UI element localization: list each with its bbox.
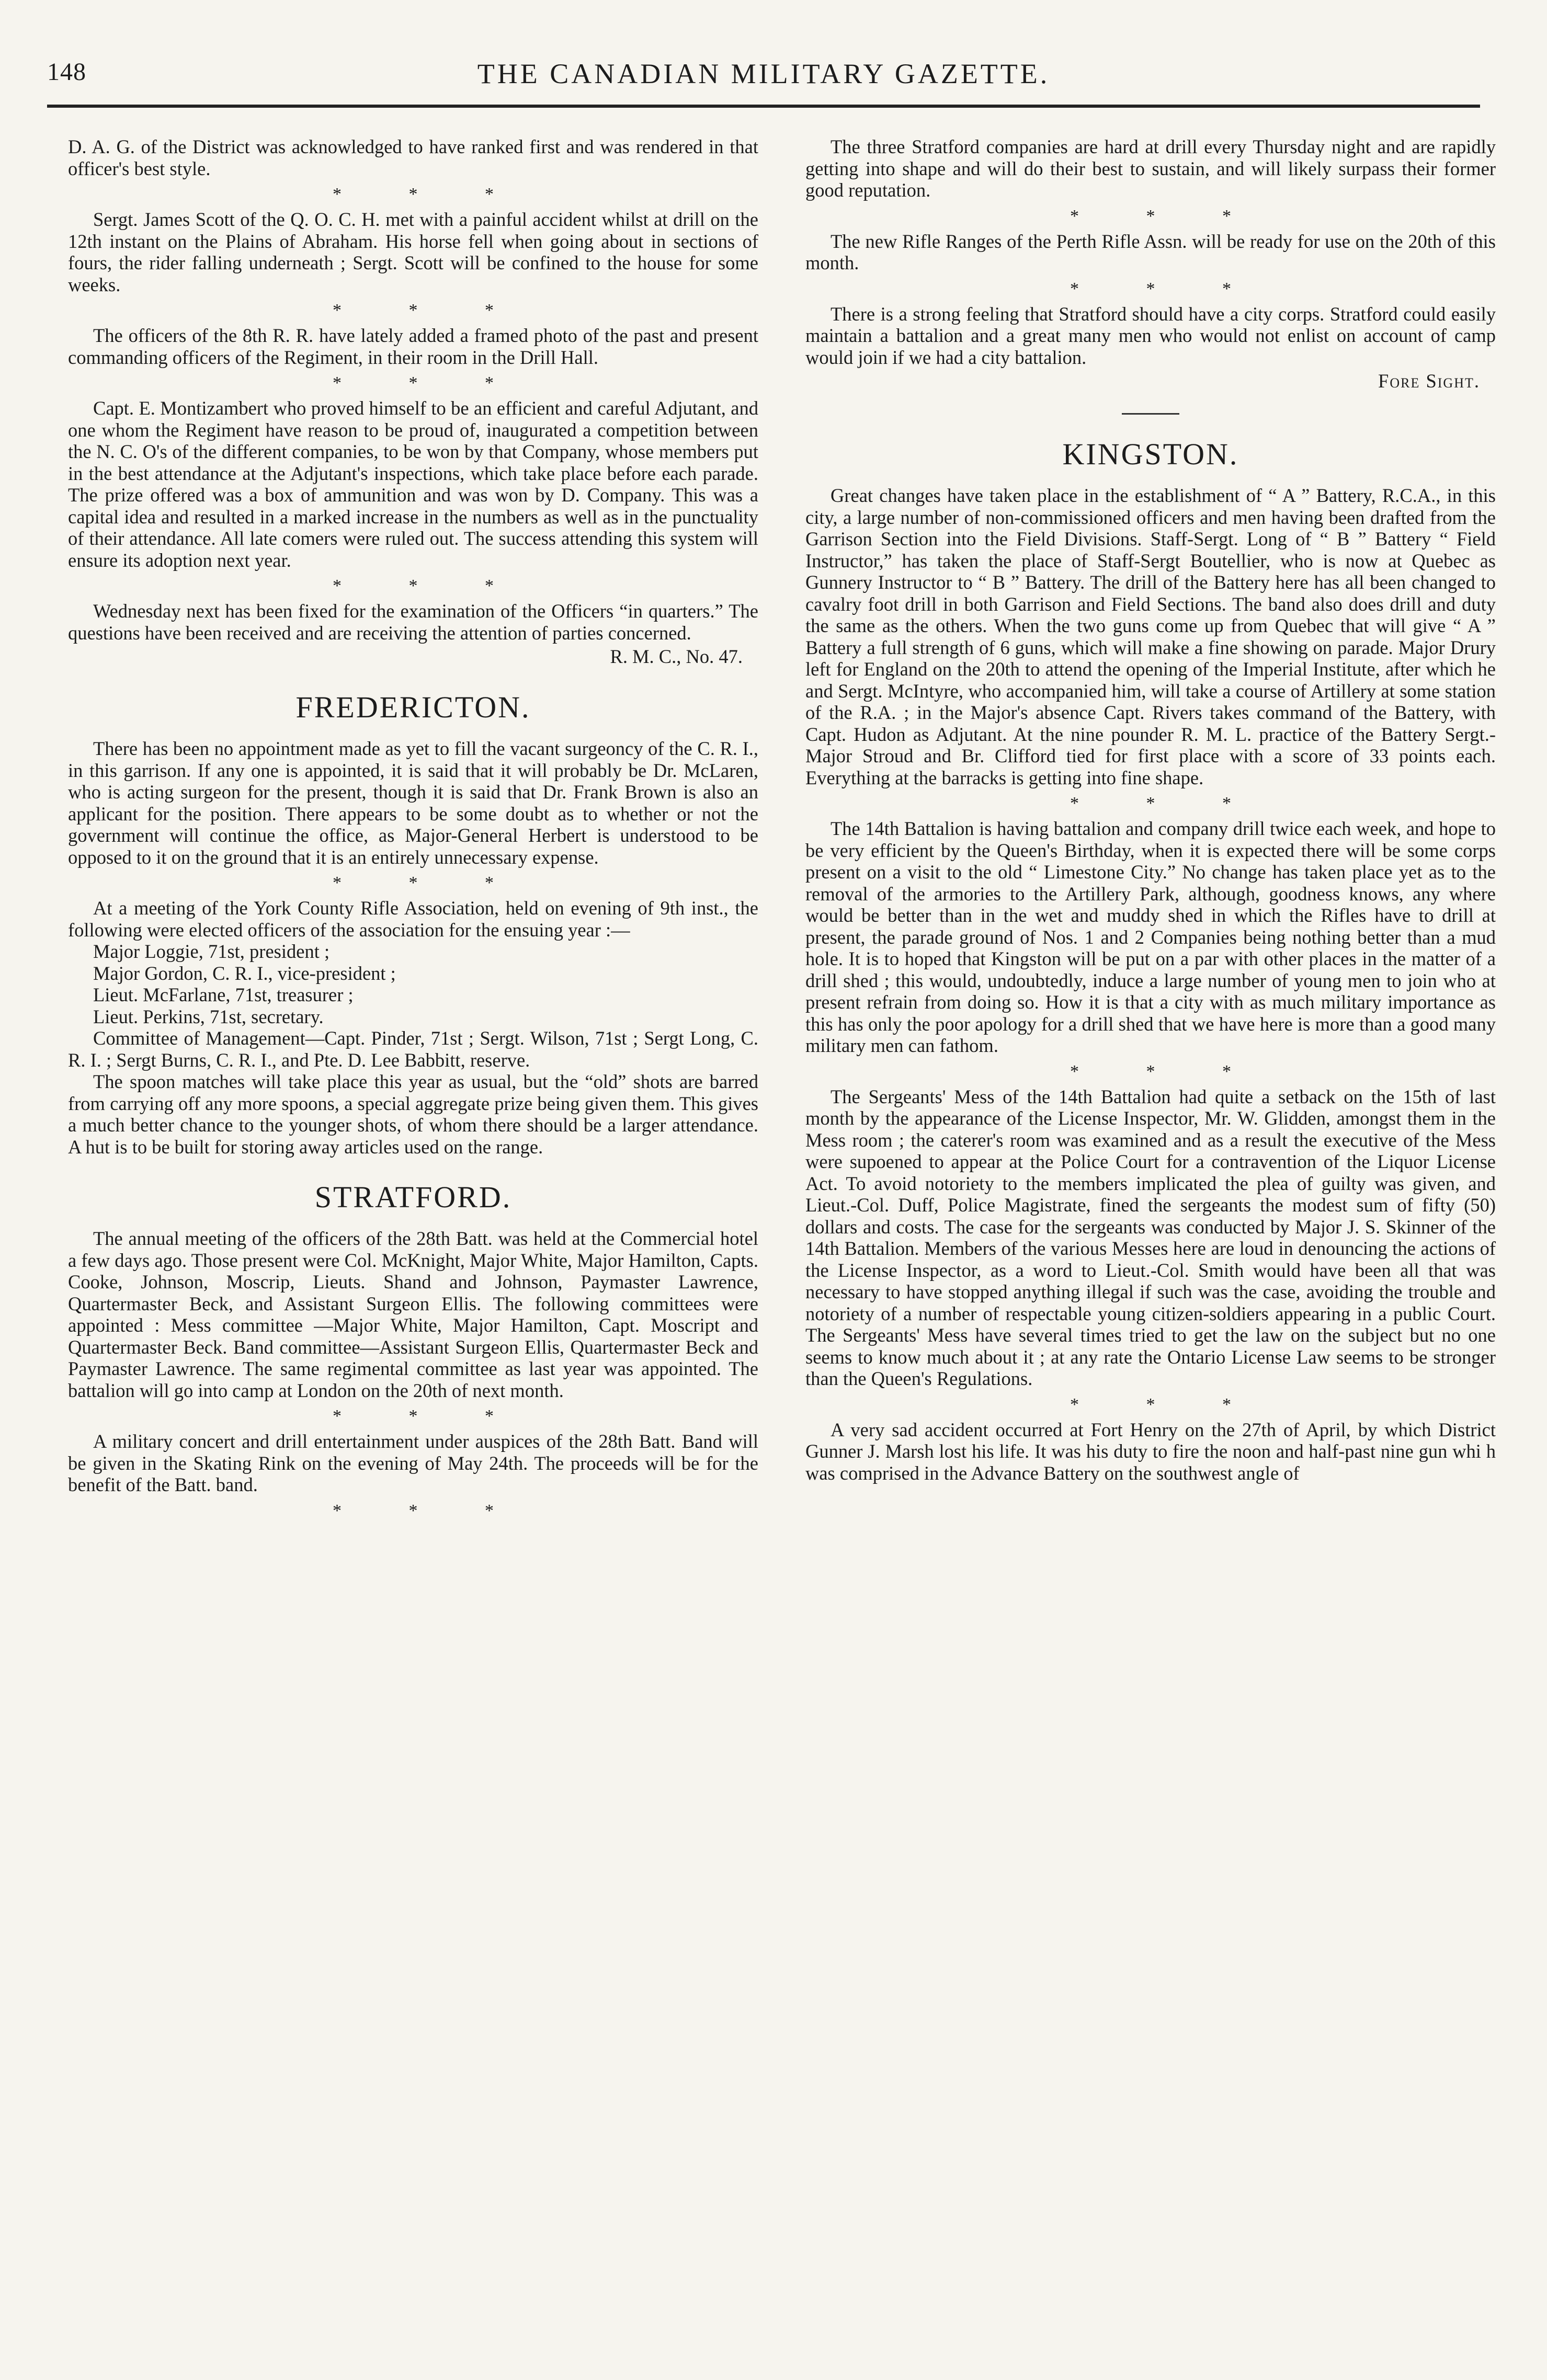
paragraph: A very sad accident occurred at Fort Henry on the 27th of April, by which District Gunner J. Marsh lost his life. It was his duty to fire the noon and half-past nine gun whi h was comprised in the Advance Battery on the southwest angle of: [805, 1418, 1496, 1484]
divider-rule: [1122, 413, 1179, 415]
paragraph: There is a strong feeling that Stratford should have a city corps. Stratford could easily maintain a battalion and a great many men who would not enlist on account of camp would join if we had a city battalion.: [805, 303, 1496, 368]
paragraph: The 14th Battalion is having battalion and company drill twice each week, and hope to be very efficient by the Queen's Birthday, when it is expected there will be some corps present on a visit to the old “ Limestone City.” No change has taken place yet as to the removal of the armories to the Artillery Park, although, goodness knows, any where would be better than in the wet and muddy shed in which the Rifles have to drill at present, the parade ground of Nos. 1 and 2 Companies being nothing better than a mud hole. It is to hoped that Kingston will be put on a par with other places in the matter of a drill shed ; this would, undoubtedly, induce a large number of young men to join who at present refrain from doing so. How it is that a city with as much military importance as this has only the poor apology for a drill shed that we have here is more than a good many military men can fathom.: [805, 818, 1496, 1056]
right-column: [805, 136, 1496, 1484]
paragraph: There has been no appointment made as yet to fill the vacant surgeoncy of the C. R. I., in this garrison. If any one is appointed, it is said that it will probably be Dr. McLaren, who is acting surgeon for the present, though it is said that Dr. Frank Brown is also an applicant for the position. There appears to be some doubt as to whether or not the government will continue the office, as Major-General Herbert is understood to be opposed to it on the ground that it is an entirely unnecessary expense.: [68, 738, 758, 868]
separator-stars: * * *: [333, 185, 525, 204]
separator-stars: * * *: [333, 301, 525, 320]
left-column: [68, 136, 758, 1525]
paragraph: Wednesday next has been fixed for the examination of the Officers “in quarters.” The questions have been received and are receiving the attention of parties concerned.: [68, 600, 758, 644]
section-heading-fredericton: FREDERICTON.: [295, 690, 531, 724]
paragraph: At a meeting of the York County Rifle Association, held on evening of 9th inst., the following were elected officers of the association for the ensuing year :—: [68, 897, 758, 941]
page-number: 148: [47, 58, 86, 86]
separator-stars: * * *: [1070, 1061, 1262, 1081]
paragraph: The spoon matches will take place this year as usual, but the “old” shots are barred from carrying off any more spoons, a special aggregate prize being given them. This gives a much better chance to the younger shots, of whom there should be a larger attendance. A hut is to be built for storing away articles used on the range.: [68, 1071, 758, 1158]
separator-stars: * * *: [1070, 1394, 1262, 1414]
officer-list-item: Lieut. McFarlane, 71st, treasurer ;: [93, 984, 354, 1005]
paragraph: Committee of Management—Capt. Pinder, 71st ; Sergt. Wilson, 71st ; Sergt Long, C. R. I. ; Sergt Burns, C. R. I., and Pte. D. Lee Babbitt, reserve.: [68, 1027, 758, 1071]
paragraph: The officers of the 8th R. R. have lately added a framed photo of the past and present commanding officers of the Regiment, in their room in the Drill Hall.: [68, 325, 758, 368]
masthead-title: THE CANADIAN MILITARY GAZETTE.: [477, 58, 1050, 89]
separator-stars: * * *: [1070, 206, 1262, 226]
paragraph: The new Rifle Ranges of the Perth Rifle Assn. will be ready for use on the 20th of this month.: [805, 230, 1496, 273]
separator-stars: * * *: [333, 1501, 525, 1520]
separator-stars: * * *: [333, 873, 525, 892]
paragraph: The three Stratford companies are hard at drill every Thursday night and are rapidly getting into shape and will do their best to sustain, and will likely surpass their former good reputation.: [805, 136, 1496, 201]
paragraph: A military concert and drill entertainment under auspices of the 28th Batt. Band will be given in the Skating Rink on the evening of May 24th. The proceeds will be for the benefit of the Batt. band.: [68, 1431, 758, 1495]
paragraph: D. A. G. of the District was acknowledged to have ranked first and was rendered in that officer's best style.: [68, 136, 758, 179]
separator-stars: * * *: [333, 576, 525, 596]
section-heading-stratford: STRATFORD.: [314, 1180, 512, 1214]
signature: Fore Sight.: [1378, 370, 1480, 392]
paragraph: Great changes have taken place in the establishment of “ A ” Battery, R.C.A., in this city, a large number of non-commissioned officers and men having been drafted from the Garrison Section into the Field Divisions. Staff-Sergt. Long of “ B ” Battery “ Field Instructor,” has taken the place of Staff-Sergt Boutellier, who is now at Quebec as Gunnery Instructor to “ B ” Battery. The drill of the Battery here has all been changed to cavalry foot drill in both Garrison and Field Sections. The band also does drill and duty the same as the others. When the two guns come up from Quebec that will give “ A ” Battery a full strength of 6 guns, which will make a fine showing on parade. Major Drury left for England on the 20th to attend the opening of the Imperial Institute, after which he and Sergt. McIntyre, who accompanied him, will take a course of Artillery at some station of the R.A. ; in the Major's absence Capt. Rivers takes command of the Battery, with Capt. Hudon as Adjutant. At the nine pounder R. M. L. practice of the Battery Sergt.-Major Stroud and Br. Clifford tied for first place with a score of 33 points each. Everything at the barracks is getting into fine shape.: [805, 485, 1496, 788]
officer-list-item: Lieut. Perkins, 71st, secretary.: [93, 1005, 324, 1027]
page-header: [47, 52, 1480, 108]
section-heading-kingston: KINGSTON.: [1062, 437, 1239, 471]
signature: R. M. C., No. 47.: [610, 646, 743, 667]
paragraph: Capt. E. Montizambert who proved himself to be an efficient and careful Adjutant, and one whom the Regiment have reason to be proud of, inaugurated a competition between the N. C. O's of the different companies, to be won by that Company, whose members put in the best attendance at the Adjutant's inspections, which take place before each parade. The prize offered was a box of ammunition and was won by D. Company. This was a capital idea and resulted in a marked increase in the numbers as well as in the punctuality of their attendance. All late comers were ruled out. The success attending this system will ensure its adoption next year.: [68, 397, 758, 571]
separator-stars: * * *: [1070, 279, 1262, 299]
paragraph: The Sergeants' Mess of the 14th Battalion had quite a setback on the 15th of last month by the appearance of the License Inspector, Mr. W. Glidden, amongst them in the Mess room ; the caterer's room was examined and as a result the executive of the Mess were supoened to appear at the Police Court for a contravention of the Liquor License Act. To avoid notoriety to the members implicated the plea of guilty was given, and Lieut.-Col. Duff, Police Magistrate, fined the sergeants the modest sum of fifty (50) dollars and costs. The case for the sergeants was conducted by Major J. S. Skinner of the 14th Battalion. Members of the various Messes here are loud in denouncing the actions of the License Inspector, as a word to Lieut.-Col. Smith would have been all that was necessary to have stopped anything illegal if such was the case, avoiding the trouble and notoriety of a number of respectable young citizen-soldiers appearing in a public Court. The Sergeants' Mess have several times tried to get the law on the subject but no one seems to know much about it ; at any rate the Ontario License Law seems to be stronger than the Queen's Regulations.: [805, 1085, 1496, 1389]
separator-stars: * * *: [1070, 794, 1262, 813]
separator-stars: * * *: [333, 1406, 525, 1426]
separator-stars: * * *: [333, 373, 525, 393]
officer-list-item: Major Gordon, C. R. I., vice-president ;: [93, 962, 396, 984]
officer-list-item: Major Loggie, 71st, president ;: [93, 941, 330, 962]
paragraph: Sergt. James Scott of the Q. O. C. H. met with a painful accident whilst at drill on the 12th instant on the Plains of Abraham. His horse fell when going about in sections of fours, the rider falling underneath ; Sergt. Scott will be confined to the house for some weeks.: [68, 209, 758, 295]
paragraph: The annual meeting of the officers of the 28th Batt. was held at the Commercial hotel a few days ago. Those present were Col. McKnight, Major White, Major Hamilton, Capts. Cooke, Johnson, Moscrip, Lieuts. Shand and Johnson, Paymaster Lawrence, Quartermaster Beck, and Assistant Surgeon Ellis. The following committees were appointed : Mess committee —Major White, Major Hamilton, Capt. Moscript and Quartermaster Beck. Band committee—Assistant Surgeon Ellis, Quartermaster Beck and Paymaster Lawrence. The same regimental committee as last year was appointed. The battalion will go into camp at London on the 20th of next month.: [68, 1228, 758, 1401]
